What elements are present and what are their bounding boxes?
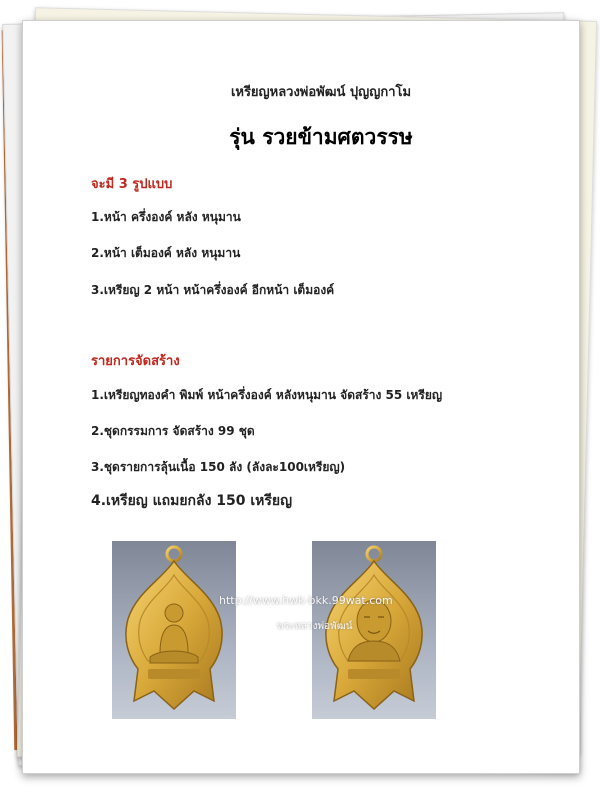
medal-full-figure-icon: [112, 541, 236, 719]
watermark-name: พระหลวงพ่อพัฒน์: [277, 621, 353, 632]
document-page: [22, 20, 580, 774]
list-item-2: 2.ชุดกรรมการ จัดสร้าง 99 ชุด: [91, 424, 255, 438]
document-title: รุ่น รวยข้ามศตวรรษ: [229, 125, 413, 149]
section-list-title: รายการจัดสร้าง: [91, 354, 180, 369]
list-item-4: 4.เหรียญ แถมยกลัง 150 เหรียญ: [91, 493, 293, 509]
watermark-url: http://www.hwk-bkk.99wat.com: [219, 594, 393, 607]
list-item-3: 3.ชุดรายการลุ้นเนื้อ 150 ลัง (ลังละ100เหรียญ): [91, 460, 346, 474]
model-item-2: 2.หน้า เต็มองค์ หลัง หนุมาน: [91, 246, 241, 260]
model-item-3: 3.เหรียญ 2 หน้า หน้าครึ่งองค์ อีกหน้า เต็มองค์: [91, 283, 335, 297]
list-item-1: 1.เหรียญทองคำ พิมพ์ หน้าครึ่งองค์ หลังหนุมาน จัดสร้าง 55 เหรียญ: [91, 388, 443, 402]
model-item-1: 1.หน้า ครึ่งองค์ หลัง หนุมาน: [91, 210, 241, 224]
section-models-title: จะมี 3 รูปแบบ: [91, 177, 173, 192]
document-subtitle: เหรียญหลวงพ่อพัฒน์ ปุญญกาโม: [230, 85, 412, 100]
medal-image-full-figure: [112, 541, 236, 719]
